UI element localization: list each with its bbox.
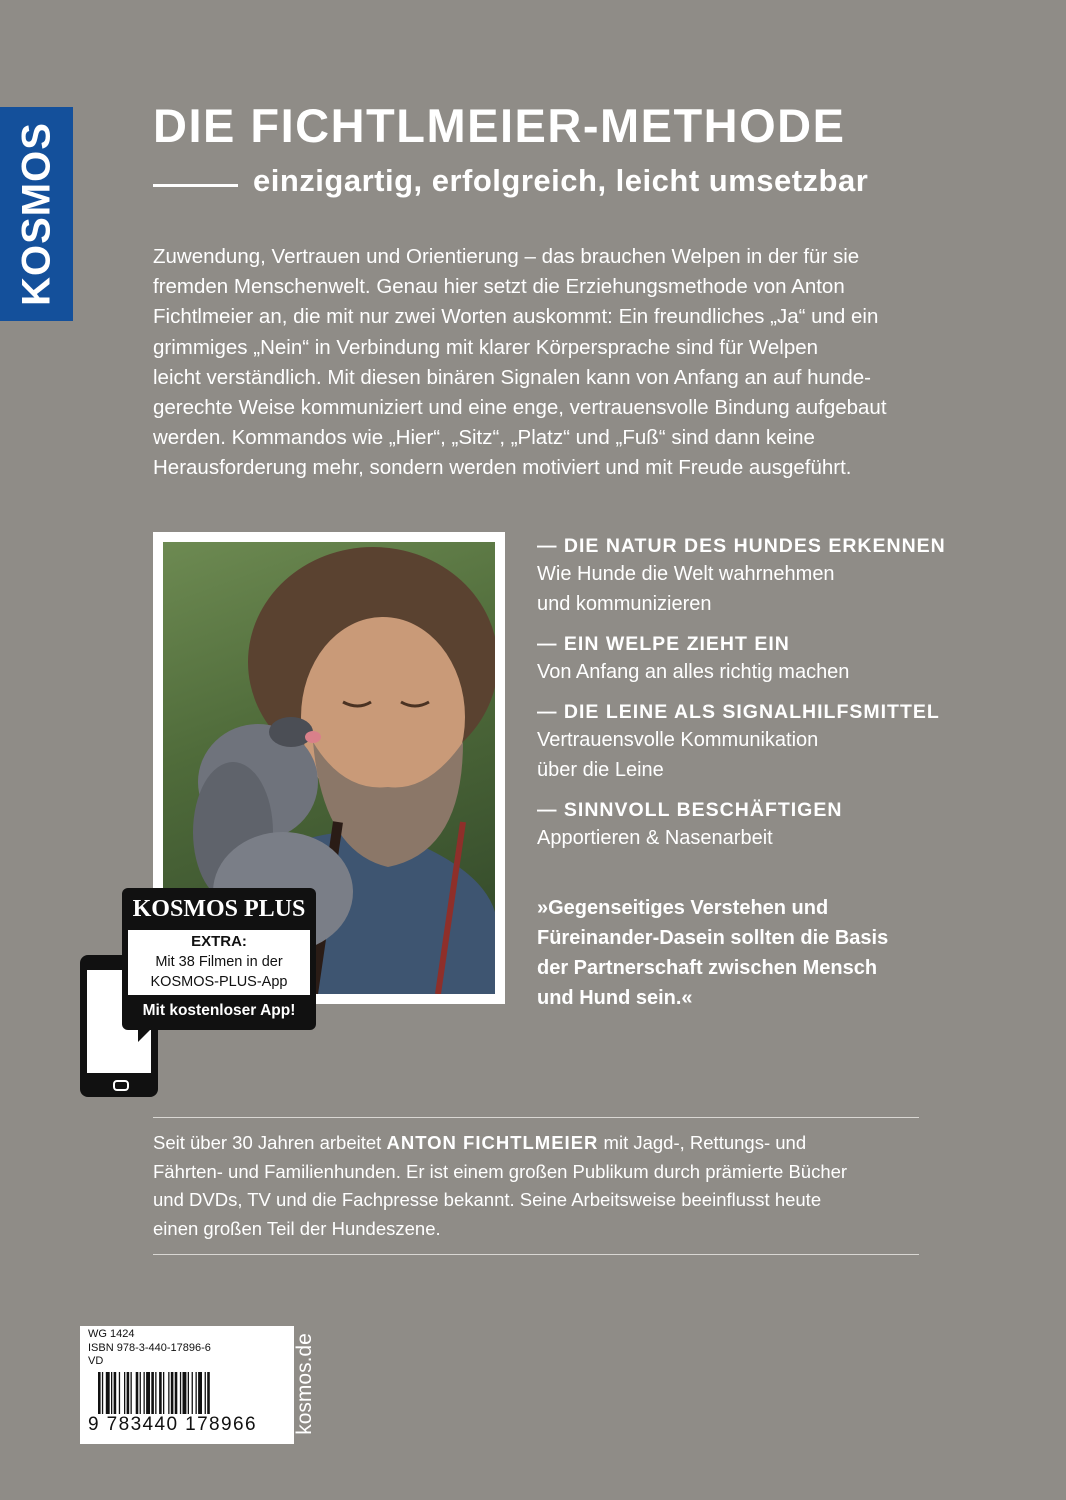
intro-line: grimmiges „Nein“ in Verbindung mit klarer Körpersprache sind für Welpen xyxy=(153,335,819,359)
kosmos-plus-footer: Mit kostenloser App! xyxy=(142,1002,296,1019)
divider xyxy=(153,1117,919,1118)
barcode-meta xyxy=(88,1328,211,1369)
feature-list xyxy=(537,533,1057,865)
extra-label: EXTRA: xyxy=(191,933,247,950)
author-bio xyxy=(153,1129,933,1243)
extra-line: KOSMOS-PLUS-App xyxy=(150,974,288,990)
publisher-logo-text: KOSMOS xyxy=(14,122,58,306)
quote-line: der Partnerschaft zwischen Mensch xyxy=(537,957,878,979)
quote-line: »Gegenseitiges Verstehen und xyxy=(537,897,829,919)
publisher-logo xyxy=(0,107,73,321)
author-bio-text: Seit über 30 Jahren arbeitet xyxy=(153,1132,387,1153)
intro-line: gerechte Weise kommuniziert und eine enge, vertrauensvolle Bindung aufgebaut xyxy=(153,396,887,420)
intro-text xyxy=(153,242,953,484)
vd-code: VD xyxy=(88,1355,104,1367)
feature-text: Von Anfang an alles richtig machen xyxy=(537,661,850,683)
feature-heading: — SINNVOLL BESCHÄFTIGEN xyxy=(537,799,843,821)
intro-line: fremden Menschenwelt. Genau hier setzt die Erziehungsmethode von Anton xyxy=(153,275,845,299)
quote xyxy=(537,893,957,1013)
feature-item xyxy=(537,699,1057,785)
barcode-block xyxy=(80,1326,294,1444)
feature-text: Wie Hunde die Welt wahrnehmen xyxy=(537,563,835,585)
feature-heading: — DIE NATUR DES HUNDES ERKENNEN xyxy=(537,535,946,557)
kosmos-plus-extra-box xyxy=(128,930,310,995)
kosmos-plus-title: KOSMOS PLUS xyxy=(132,896,306,922)
intro-line: leicht verständlich. Mit diesen binären Signalen kann von Anfang an auf hunde- xyxy=(153,365,871,389)
feature-heading: — DIE LEINE ALS SIGNALHILFSMITTEL xyxy=(537,701,940,723)
intro-line: werden. Kommandos wie „Hier“, „Sitz“, „Platz“ und „Fuß“ sind dann keine xyxy=(153,426,815,450)
feature-text: Apportieren & Nasenarbeit xyxy=(537,827,773,849)
quote-line: Füreinander-Dasein sollten die Basis xyxy=(537,927,889,949)
divider xyxy=(153,1254,919,1255)
extra-line: Mit 38 Filmen in der xyxy=(155,954,283,970)
author-name: ANTON FICHTLMEIER xyxy=(386,1132,599,1153)
book-subtitle: einzigartig, erfolgreich, leicht umsetzbar xyxy=(253,163,869,198)
intro-line: Herausforderung mehr, sondern werden motiviert und mit Freude ausgeführt. xyxy=(153,456,852,480)
smartphone-home-button xyxy=(113,1080,129,1091)
quote-line: und Hund sein.« xyxy=(537,987,693,1009)
feature-item xyxy=(537,533,1057,619)
product-group: WG 1424 xyxy=(88,1328,135,1340)
feature-text: über die Leine xyxy=(537,759,664,781)
subtitle-dash xyxy=(153,184,238,187)
author-bio-line: und DVDs, TV und die Fachpresse bekannt. Seine Arbeitsweise beeinflusst heute xyxy=(153,1189,822,1210)
isbn: ISBN 978-3-440-17896-6 xyxy=(88,1341,211,1354)
feature-text: und kommunizieren xyxy=(537,593,712,615)
author-bio-text: mit Jagd-, Rettungs- und xyxy=(598,1132,807,1153)
feature-item xyxy=(537,797,1057,853)
author-bio-line: Fährten- und Familienhunden. Er ist einem großen Publikum durch prämierte Bücher xyxy=(153,1160,848,1182)
barcode-icon xyxy=(88,1372,286,1418)
website-url: kosmos.de xyxy=(293,1333,316,1435)
book-title: DIE FICHTLMEIER-METHODE xyxy=(153,99,846,152)
feature-item xyxy=(537,631,1057,687)
speech-bubble-tail xyxy=(138,1028,152,1042)
feature-text: Vertrauensvolle Kommunikation xyxy=(537,729,819,751)
barcode-digits: 9 783440 178966 xyxy=(88,1414,257,1435)
intro-line: Zuwendung, Vertrauen und Orientierung – das brauchen Welpen in der für sie xyxy=(153,245,860,268)
intro-line: Fichtlmeier an, die mit nur zwei Worten auskommt: Ein freundliches „Ja“ und ein xyxy=(153,305,879,329)
author-bio-line xyxy=(153,1129,933,1158)
author-bio-line: einen großen Teil der Hundeszene. xyxy=(153,1217,441,1239)
feature-heading: — EIN WELPE ZIEHT EIN xyxy=(537,633,790,655)
